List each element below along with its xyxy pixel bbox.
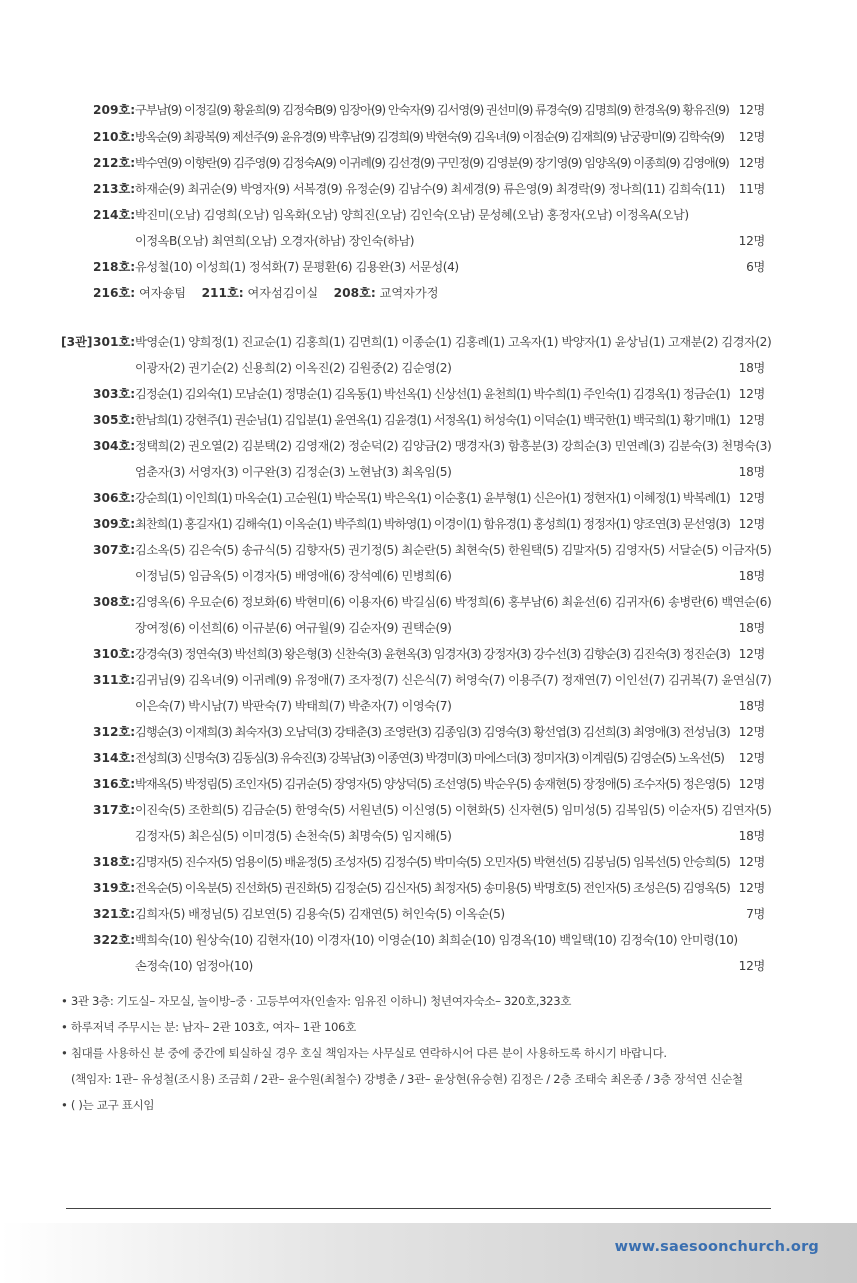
room-number: 209호:: [93, 103, 136, 117]
room-row: [0, 355, 857, 381]
room-number: 314호:: [93, 751, 136, 765]
occupant-names: 김소옥(5) 김은숙(5) 송규식(5) 김향자(5) 권기정(5) 최순란(5) 최현숙(5) 한원택(5) 김말자(5) 김영자(5) 서달순(5) 이금자(5): [135, 543, 772, 557]
building-label: [3관]: [61, 335, 93, 349]
room-row: [0, 433, 857, 459]
occupant-names: 이진숙(5) 조한희(5) 김금순(5) 한영숙(5) 서원년(5) 이신영(5) 이현화(5) 신자현(5) 임미성(5) 김복임(5) 이순자(5) 김연자(5): [135, 803, 772, 817]
room-row: [0, 719, 857, 745]
occupant-names: 정택희(2) 권오열(2) 김분택(2) 김영재(2) 정순덕(2) 김양금(2) 맹경자(3) 함흥분(3) 강희순(3) 민연례(3) 김분숙(3) 천명숙(3): [135, 439, 772, 453]
note-line: • 하루저녁 주무시는 분: 남자– 2관 103호, 여자– 1관 106호: [61, 1020, 356, 1034]
occupant-names: 전성희(3) 신명숙(3) 김동심(3) 유숙진(3) 강복남(3) 이종연(3) 박경미(3) 마에스더(3) 정미자(3) 이계림(5) 김영순(5) 노옥선(5): [135, 751, 724, 765]
room-number: 305호:: [93, 413, 136, 427]
room-row: [0, 202, 857, 228]
room-number: 210호:: [93, 130, 136, 144]
footer-divider: [66, 1208, 771, 1209]
occupant-names: 박진미(오남) 김영희(오남) 임옥화(오남) 양희진(오남) 김인숙(오남) 문성혜(오남) 홍정자(오남) 이정옥A(오남): [135, 208, 689, 222]
room-row: [0, 97, 857, 123]
room-row: [0, 176, 857, 202]
occupant-count: 11명: [738, 182, 765, 196]
room-row: [0, 797, 857, 823]
occupant-names: 한남희(1) 강현주(1) 권순님(1) 김입분(1) 윤연옥(1) 김윤경(1) 서정옥(1) 허성숙(1) 이덕순(1) 백국한(1) 백국희(1) 황기매(1): [135, 413, 730, 427]
occupant-count: 18명: [738, 829, 765, 843]
occupant-names: 박영순(1) 양희정(1) 진교순(1) 김홍희(1) 김면희(1) 이종순(1) 김홍례(1) 고옥자(1) 박양자(1) 윤상님(1) 고재분(2) 김경자(2): [135, 335, 772, 349]
notes-section: [61, 988, 801, 1118]
room-row: [0, 280, 857, 306]
occupant-names: 최찬희(1) 홍길자(1) 김해숙(1) 이옥순(1) 박주희(1) 박하영(1) 이경이(1) 함유경(1) 홍성희(1) 정정자(1) 양조연(3) 문선영(3): [135, 517, 730, 531]
occupant-count: 12명: [738, 517, 765, 531]
room-row: [0, 228, 857, 254]
note-line: • ( )는 교구 표시임: [61, 1098, 155, 1112]
room-row: [0, 459, 857, 485]
occupant-names: 손정숙(10) 엄정아(10): [135, 959, 253, 973]
occupant-names: 전옥순(5) 이옥분(5) 진선화(5) 권진화(5) 김정순(5) 김신자(5) 최정자(5) 송미용(5) 박명호(5) 전인자(5) 조성은(5) 김영옥(5): [135, 881, 730, 895]
room-row: [0, 511, 857, 537]
room-number: 303호:: [93, 387, 136, 401]
room-number: 304호:: [93, 439, 136, 453]
occupant-names: 김희자(5) 배정님(5) 김보연(5) 김용숙(5) 김재연(5) 허인숙(5) 이옥순(5): [135, 907, 505, 921]
church-website-link[interactable]: www.saesoonchurch.org: [614, 1239, 819, 1255]
room-row: [0, 693, 857, 719]
room-row: [0, 589, 857, 615]
occupant-count: 18명: [738, 699, 765, 713]
room-row: [0, 537, 857, 563]
room-number: 307호:: [93, 543, 136, 557]
occupant-count: 12명: [738, 751, 765, 765]
occupant-names: 강순희(1) 이인희(1) 마옥순(1) 고순원(1) 박순목(1) 박은옥(1) 이순홍(1) 윤부형(1) 신은아(1) 정현자(1) 이혜정(1) 박복례(1): [135, 491, 730, 505]
room-number: 321호:: [93, 907, 136, 921]
occupant-count: 12명: [738, 647, 765, 661]
occupant-names: 하재순(9) 최귀순(9) 박영자(9) 서복경(9) 유정순(9) 김남수(9) 최세경(9) 류은영(9) 최경락(9) 정나희(11) 김희숙(11): [135, 182, 725, 196]
room-row: [0, 329, 857, 355]
occupant-count: 12명: [738, 130, 765, 144]
footer-bar: [0, 1223, 857, 1283]
room-row: [0, 381, 857, 407]
room-purpose: 여자숑팀: [138, 286, 187, 300]
room-number: 212호:: [93, 156, 136, 170]
occupant-names: 김정순(1) 김외숙(1) 모남순(1) 정명순(1) 김옥동(1) 박선옥(1) 신상선(1) 윤천희(1) 박수희(1) 주인숙(1) 김경옥(1) 정금순(1): [135, 387, 730, 401]
occupant-names: 박재옥(5) 박정림(5) 조인자(5) 김귀순(5) 장영자(5) 양상덕(5) 조선영(5) 박순우(5) 송재현(5) 장정애(5) 조수자(5) 정은영(5): [135, 777, 730, 791]
occupant-count: 12명: [738, 234, 765, 248]
note-line: • 3관 3층: 기도실– 자모실, 놀이방–중 · 고등부여자(인솔자: 임유진 이하니) 청년여자숙소– 320호,323호: [61, 994, 572, 1008]
occupant-names: 김정자(5) 최은심(5) 이미경(5) 손천숙(5) 최명숙(5) 임지해(5): [135, 829, 452, 843]
room-number: 310호:: [93, 647, 136, 661]
room-number: 318호:: [93, 855, 136, 869]
room-number: 301호:: [93, 335, 136, 349]
occupant-names: 방옥순(9) 최광복(9) 제선주(9) 윤유경(9) 박후남(9) 김경희(9) 박현숙(9) 김옥녀(9) 이점순(9) 김재희(9) 남궁광미(9) 김학숙(9): [135, 130, 724, 144]
room-row: [0, 875, 857, 901]
room-row: [0, 823, 857, 849]
occupant-names: 이정님(5) 임금옥(5) 이경자(5) 배영애(6) 장석예(6) 민병희(6): [135, 569, 452, 583]
occupant-count: 18명: [738, 569, 765, 583]
occupant-count: 12명: [738, 855, 765, 869]
special-rooms: [93, 280, 439, 306]
room-row: [0, 407, 857, 433]
room-row: [0, 667, 857, 693]
room-number: 211호:: [201, 286, 244, 300]
room-number: 311호:: [93, 673, 136, 687]
occupant-count: 12명: [738, 491, 765, 505]
occupant-count: 7명: [746, 907, 765, 921]
room-row: [0, 927, 857, 953]
occupant-names: 유성철(10) 이성희(1) 정석화(7) 문평환(6) 김용완(3) 서문성(4): [135, 260, 459, 274]
room-number: 317호:: [93, 803, 136, 817]
occupant-names: 백희숙(10) 원상숙(10) 김현자(10) 이경자(10) 이영순(10) 최희순(10) 임경옥(10) 백일택(10) 김정숙(10) 안미령(10): [135, 933, 738, 947]
room-number: 308호:: [93, 595, 136, 609]
room-row: [0, 254, 857, 280]
room-number: 218호:: [93, 260, 136, 274]
room-row: [0, 849, 857, 875]
room-number: 319호:: [93, 881, 136, 895]
occupant-count: 12명: [738, 881, 765, 895]
room-purpose: 교역자가정: [379, 286, 439, 300]
occupant-count: 12명: [738, 156, 765, 170]
occupant-names: 김명자(5) 진수자(5) 엄용이(5) 배윤정(5) 조성자(5) 김정수(5) 박미숙(5) 오민자(5) 박현선(5) 김봉님(5) 임복선(5) 안승희(5): [135, 855, 730, 869]
occupant-names: 강경숙(3) 정연숙(3) 박선희(3) 왕은형(3) 신찬숙(3) 윤현옥(3) 임경자(3) 강정자(3) 강수선(3) 김향순(3) 김진숙(3) 정진순(3): [135, 647, 730, 661]
occupant-names: 김행순(3) 이재희(3) 최숙자(3) 오남덕(3) 강태춘(3) 조영란(3) 김종임(3) 김영숙(3) 황선엽(3) 김선희(3) 최영애(3) 전성님(3): [135, 725, 730, 739]
occupant-count: 12명: [738, 387, 765, 401]
occupant-names: 김귀님(9) 김옥녀(9) 이귀례(9) 유정애(7) 조자정(7) 신은식(7) 허영숙(7) 이용주(7) 정재연(7) 이인선(7) 김귀복(7) 윤연심(7): [135, 673, 772, 687]
room-number: 208호:: [333, 286, 376, 300]
note-line: • 침대를 사용하신 분 중에 중간에 퇴실하실 경우 호실 책임자는 사무실로 연락하시어 다른 분이 사용하도록 하시기 바랍니다.: [61, 1046, 667, 1060]
note-line: (책임자: 1관– 유성철(조시용) 조금희 / 2관– 윤수원(최철수) 강병춘 / 3관– 윤상현(유승현) 김정은 / 2층 조태숙 최온종 / 3층 장석연 신순철: [71, 1072, 743, 1086]
room-number: 322호:: [93, 933, 136, 947]
room-row: [0, 745, 857, 771]
room-row: [0, 485, 857, 511]
room-row: [0, 771, 857, 797]
occupant-count: 18명: [738, 361, 765, 375]
occupant-count: 12명: [738, 959, 765, 973]
room-number: 312호:: [93, 725, 136, 739]
occupant-count: 18명: [738, 621, 765, 635]
occupant-count: 12명: [738, 103, 765, 117]
room-number: 316호:: [93, 777, 136, 791]
occupant-count: 12명: [738, 725, 765, 739]
room-row: [0, 150, 857, 176]
occupant-names: 구부남(9) 이정길(9) 황윤희(9) 김정숙B(9) 임장아(9) 안숙자(9) 김서영(9) 권선미(9) 류경숙(9) 김명희(9) 한경옥(9) 황유진(9): [135, 103, 729, 117]
room-row: [0, 641, 857, 667]
occupant-count: 18명: [738, 465, 765, 479]
room-purpose: 여자섬김이실: [247, 286, 319, 300]
occupant-names: 이광자(2) 권기순(2) 신용희(2) 이옥진(2) 김원중(2) 김순영(2): [135, 361, 452, 375]
room-number: 309호:: [93, 517, 136, 531]
occupant-names: 엄춘자(3) 서영자(3) 이구완(3) 김정순(3) 노현남(3) 최옥임(5): [135, 465, 452, 479]
room-number: 306호:: [93, 491, 136, 505]
occupant-count: 12명: [738, 413, 765, 427]
room-row: [0, 615, 857, 641]
occupant-count: 6명: [746, 260, 765, 274]
occupant-names: 이정옥B(오남) 최연희(오남) 오경자(하남) 장인숙(하남): [135, 234, 415, 248]
occupant-names: 박수연(9) 이향란(9) 김주영(9) 김정숙A(9) 이귀례(9) 김선경(9) 구민정(9) 김영분(9) 장기영(9) 임양옥(9) 이종희(9) 김영애(9): [135, 156, 729, 170]
room-row: [0, 124, 857, 150]
room-row: [0, 563, 857, 589]
occupant-names: 장여정(6) 이선희(6) 이규분(6) 여규월(9) 김순자(9) 권택순(9): [135, 621, 452, 635]
room-number: 214호:: [93, 208, 136, 222]
room-number: 216호:: [93, 286, 136, 300]
room-row: [0, 901, 857, 927]
occupant-names: 김영옥(6) 우묘순(6) 정보화(6) 박현미(6) 이용자(6) 박길심(6) 박정희(6) 홍부남(6) 최윤선(6) 김귀자(6) 송병란(6) 백연순(6): [135, 595, 772, 609]
room-row: [0, 953, 857, 979]
occupant-count: 12명: [738, 777, 765, 791]
room-number: 213호:: [93, 182, 136, 196]
occupant-names: 이은숙(7) 박시남(7) 박판숙(7) 박태희(7) 박춘자(7) 이영숙(7): [135, 699, 452, 713]
